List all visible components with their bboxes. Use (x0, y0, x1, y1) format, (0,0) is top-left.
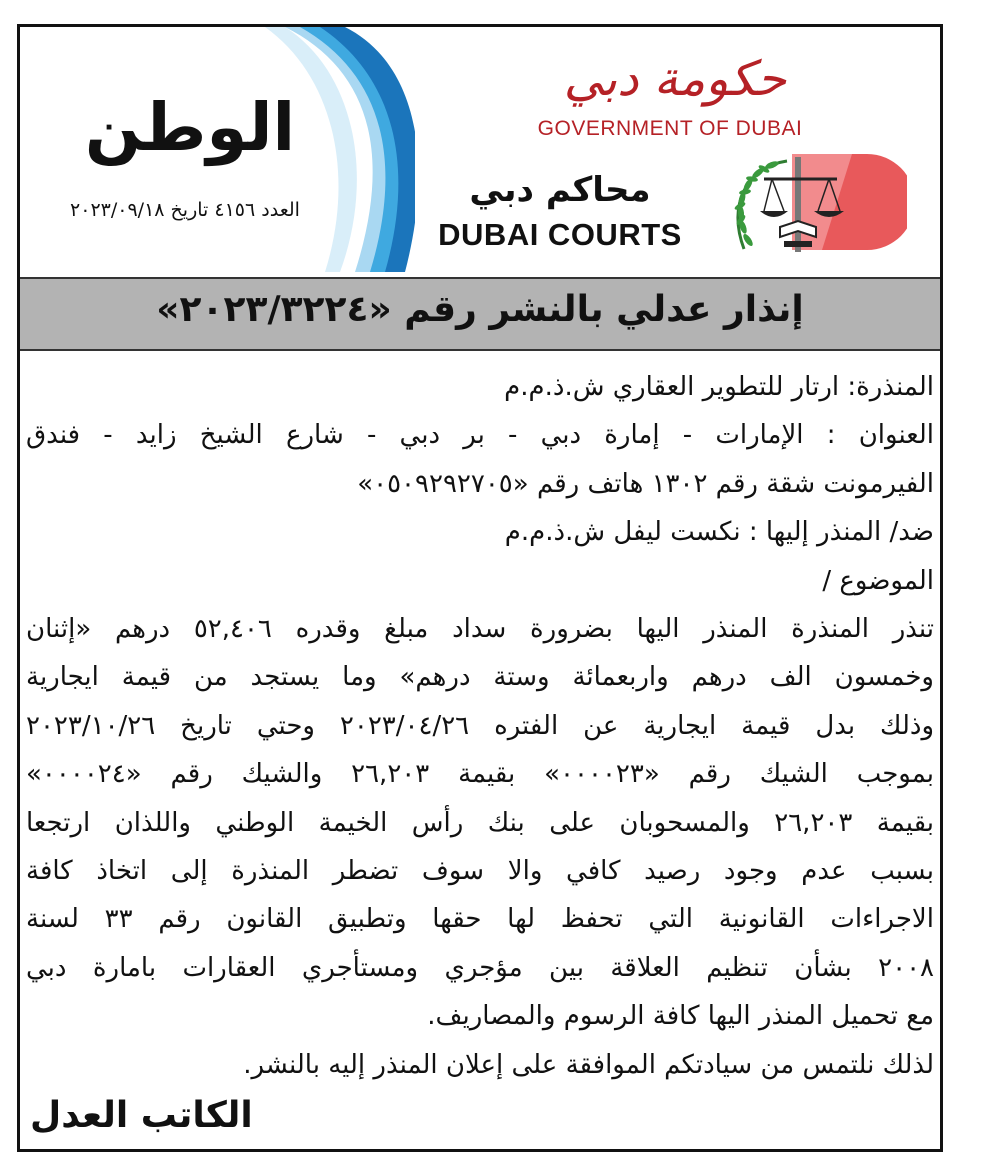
legal-notice-frame (17, 24, 943, 1152)
courts-english-name: DUBAI COURTS (438, 217, 682, 252)
dubai-courts-emblem-icon (692, 149, 907, 259)
body-paragraph-line: الاجراءات القانونية التي تحفظ لها حقها وتطبيق القانون رقم ٣٣ لسنة (26, 904, 934, 935)
courts-arabic-name: محاكم دبي (469, 170, 651, 210)
address-line: الفيرمونت شقة رقم ١٣٠٢ هاتف رقم «٠٥٠٩٢٩٢٧٠٥» (357, 468, 934, 499)
body-paragraph-line: ٢٠٠٨ بشأن تنظيم العلاقة بين مؤجري ومستأجري العقارات بامارة دبي (26, 952, 934, 983)
closing-line: لذلك نلتمس من سيادتكم الموافقة على إعلان المنذر إليه بالنشر. (243, 1049, 934, 1080)
body-paragraph-line: بموجب الشيك رقم «٠٠٠٠٢٣» بقيمة ٢٦,٢٠٣ والشيك رقم «٠٠٠٠٢٤» (26, 759, 934, 790)
issue-info: العدد ٤١٥٦ تاريخ ٢٠٢٣/٠٩/١٨ (70, 199, 300, 221)
newspaper-name: الوطن (84, 89, 296, 166)
notice-title-bar (20, 277, 940, 351)
government-english-logo: GOVERNMENT OF DUBAI (537, 117, 803, 140)
body-paragraph-line: تنذر المنذرة المنذر اليها بضرورة سداد مبلغ وقدره ٥٢,٤٠٦ درهم «إثنان (26, 614, 934, 645)
body-paragraph-line: مع تحميل المنذر اليها كافة الرسوم والمصاريف. (427, 1001, 934, 1032)
body-paragraph-line: بسبب عدم وجود رصيد كافي والا سوف تضطر المنذرة إلى اتخاذ كافة (26, 856, 934, 887)
respondent-line: ضد/ المنذر إليها : نكست ليفل ش.ذ.م.م (504, 517, 934, 548)
claimant-line: المنذرة: ارتار للتطوير العقاري ش.ذ.م.م (504, 372, 934, 402)
header (20, 27, 940, 272)
body-paragraph-line: وخمسون الف درهم واربعمائة وستة درهم» وما يستجد من قيمة ايجارية (26, 662, 934, 693)
body-paragraph-line: بقيمة ٢٦,٢٠٣ والمسحوبان على بنك رأس الخيمة الوطني واللذان ارتجعا (26, 807, 934, 838)
address-line: العنوان : الإمارات - إمارة دبي - بر دبي - شارع الشيخ زايد - فندق (26, 420, 934, 451)
subject-label: الموضوع / (822, 565, 934, 596)
notary-signature: الكاتب العدل (30, 1095, 253, 1136)
body-paragraph-line: وذلك بدل قيمة ايجارية عن الفتره ٢٠٢٣/٠٤/٢٦ وحتي تاريخ ٢٠٢٣/١٠/٢٦ (26, 710, 934, 741)
notice-body (26, 363, 934, 1089)
notice-title: إنذار عدلي بالنشر رقم «٢٠٢٣/٣٢٢٤» (156, 289, 804, 330)
government-arabic-logo: حكومة دبي (563, 51, 787, 107)
